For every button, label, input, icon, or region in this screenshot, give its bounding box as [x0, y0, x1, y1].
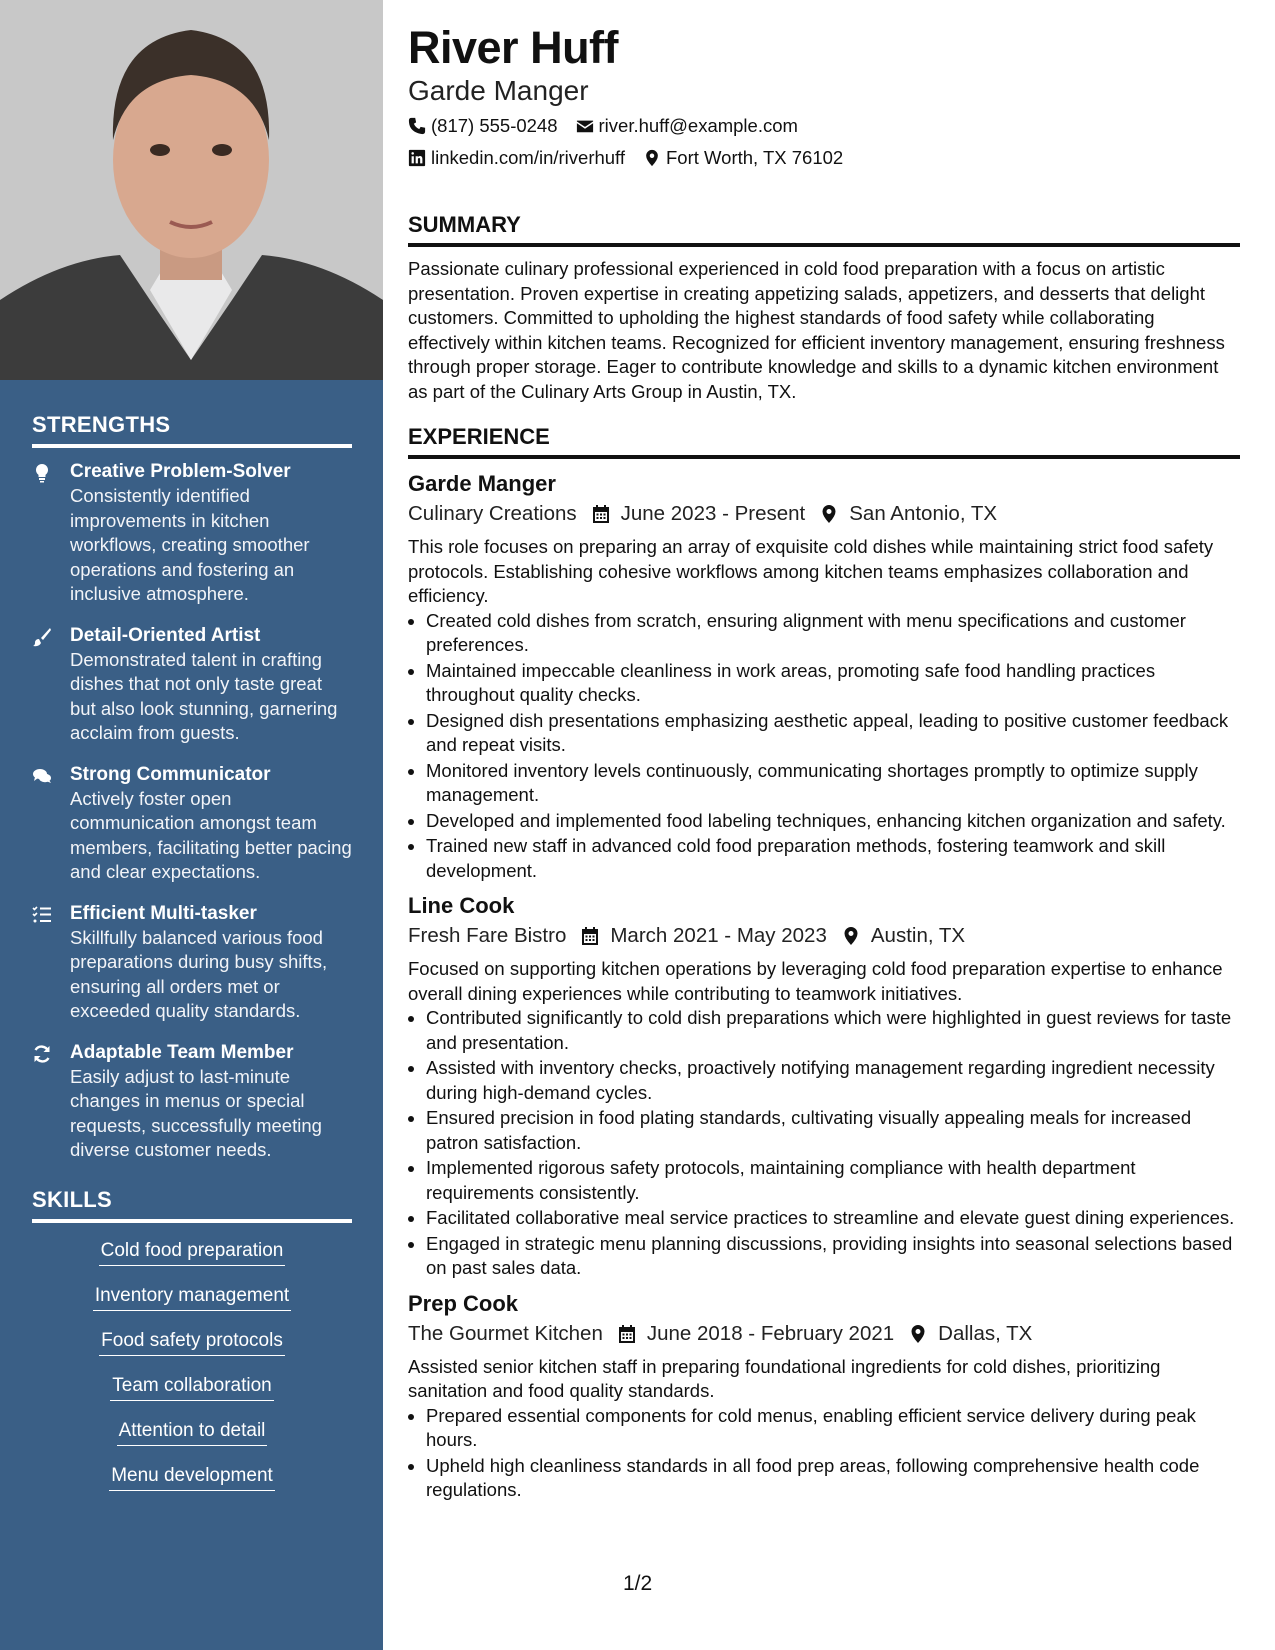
- calendar-icon: [617, 1324, 637, 1344]
- company-name: Culinary Creations: [408, 502, 577, 525]
- summary-heading: SUMMARY: [408, 212, 1240, 247]
- strength-title: Strong Communicator: [70, 763, 271, 785]
- job-bullets: [408, 1404, 1240, 1503]
- strength-item: [32, 624, 352, 746]
- job-bullet: • Ensured precision in food plating standards, cultivating visually appealing meals for increased patron satisfaction.: [426, 1106, 1240, 1155]
- checklist-icon: [32, 905, 52, 925]
- company-name: Fresh Fare Bistro: [408, 924, 567, 947]
- job-bullet: • Created cold dishes from scratch, ensuring alignment with menu specifications and customer preferences.: [426, 609, 1240, 658]
- job-bullet: • Assisted with inventory checks, proactively notifying management regarding ingredient necessity during high-demand cycles.: [426, 1056, 1240, 1105]
- comments-icon: [32, 766, 52, 786]
- job-location-wrapper: [841, 921, 965, 951]
- strength-title: Creative Problem-Solver: [70, 461, 291, 482]
- location-contact: [643, 144, 843, 172]
- job-description: This role focuses on preparing an array of exquisite cold dishes while maintaining strict food safety protocols. Establishing cohesive workflows among kitchen teams emphasizes collaboration and efficiency.: [408, 536, 1214, 606]
- candidate-name: River Huff: [408, 22, 619, 73]
- sidebar-content: [32, 412, 352, 1509]
- experience-heading: EXPERIENCE: [408, 424, 1240, 459]
- job-bullet: • Contributed significantly to cold dish preparations which were highlighted in guest reviews for taste and presentation.: [426, 1006, 1240, 1055]
- strength-item: [32, 902, 352, 1024]
- job-bullet: • Upheld high cleanliness standards in all food prep areas, following comprehensive health code regulations.: [426, 1454, 1240, 1503]
- job-bullet: • Trained new staff in advanced cold food preparation methods, fostering teamwork and skill development.: [426, 834, 1240, 883]
- phone-icon: [408, 117, 426, 135]
- map-pin-icon: [908, 1324, 928, 1344]
- contact-row: [408, 112, 1240, 140]
- strength-item: [32, 763, 352, 885]
- email-contact[interactable]: [576, 112, 798, 140]
- job-location-wrapper: [819, 499, 997, 529]
- phone-text: (817) 555-0248: [431, 115, 558, 136]
- skill-label: Inventory management: [93, 1284, 291, 1311]
- company-name: The Gourmet Kitchen: [408, 1321, 603, 1345]
- job-bullet: • Facilitated collaborative meal service practices to streamline and elevate guest dining experiences.: [426, 1206, 1240, 1231]
- skill-label: Menu development: [109, 1464, 275, 1491]
- skill-item: [32, 1239, 352, 1266]
- job-bullet: • Prepared essential components for cold menus, enabling efficient service delivery during peak hours.: [426, 1404, 1240, 1453]
- job-location: San Antonio, TX: [849, 502, 998, 525]
- job-bullet: • Developed and implemented food labeling techniques, enhancing kitchen organization and safety.: [426, 809, 1240, 834]
- experience-section: [408, 424, 1240, 1503]
- paintbrush-icon: [32, 627, 52, 647]
- job-title: Prep Cook: [408, 1290, 519, 1316]
- skill-item: [32, 1464, 352, 1491]
- summary-section: [408, 212, 1240, 404]
- job-bullets: [408, 609, 1240, 884]
- job-location-wrapper: [908, 1319, 1032, 1349]
- job-dates-wrapper: [591, 499, 806, 529]
- skill-item: [32, 1374, 352, 1401]
- job-dates: March 2021 - May 2023: [610, 924, 827, 947]
- sync-icon: [32, 1044, 52, 1064]
- job-dates: June 2023 - Present: [620, 502, 806, 525]
- calendar-icon: [591, 504, 611, 524]
- job-bullet: • Designed dish presentations emphasizing aesthetic appeal, leading to positive customer feedback and repeat visits.: [426, 709, 1240, 758]
- job-bullet: • Monitored inventory levels continuously, communicating shortages promptly to optimize supply management.: [426, 759, 1240, 808]
- strength-item: [32, 460, 352, 607]
- main-content: [408, 22, 1240, 1511]
- profile-photo: [0, 0, 383, 380]
- skill-label: Food safety protocols: [99, 1329, 285, 1356]
- job-title: Garde Manger: [408, 471, 556, 496]
- job-description: Assisted senior kitchen staff in preparing foundational ingredients for cold dishes, prioritizing sanitation and food quality standards.: [408, 1355, 1161, 1401]
- strength-description: Easily adjust to last-minute changes in menus or special requests, successfully meeting diverse customer needs.: [70, 1065, 322, 1160]
- job-description: Focused on supporting kitchen operations by leveraging cold food preparation expertise to enhance overall dining experiences while contributing to teamwork initiatives.: [408, 958, 1223, 1004]
- job-bullet: • Engaged in strategic menu planning discussions, providing insights into seasonal selections based on past sales data.: [426, 1232, 1240, 1281]
- job-bullet: • Implemented rigorous safety protocols, maintaining compliance with health department requirements consistently.: [426, 1156, 1240, 1205]
- skill-item: [32, 1284, 352, 1311]
- linkedin-contact[interactable]: [408, 144, 625, 172]
- strength-description: Demonstrated talent in crafting dishes that not only taste great but also look stunning, garnering acclaim from guests.: [70, 648, 338, 743]
- page-number: 1/2: [623, 1572, 653, 1595]
- job-dates-wrapper: [580, 921, 827, 951]
- job-entry: [408, 1289, 1240, 1503]
- contact-row: [408, 144, 1240, 172]
- strength-item: [32, 1041, 352, 1163]
- strength-description: Actively foster open communication amongst team members, facilitating better pacing and clear expectations.: [70, 787, 352, 882]
- job-dates: June 2018 - February 2021: [646, 1321, 895, 1345]
- job-title: Line Cook: [408, 893, 515, 918]
- job-meta: [408, 499, 1240, 529]
- job-dates-wrapper: [617, 1319, 894, 1349]
- strengths-heading: STRENGTHS: [32, 412, 352, 448]
- strength-description: Consistently identified improvements in kitchen workflows, creating smoother operations and fostering an inclusive atmosphere.: [70, 485, 310, 604]
- job-meta: [408, 1319, 1240, 1349]
- job-bullet: • Maintained impeccable cleanliness in work areas, promoting safe food handling practices throughout quality checks.: [426, 659, 1240, 708]
- job-bullets: [408, 1006, 1240, 1281]
- location-text: Fort Worth, TX 76102: [666, 147, 844, 168]
- strength-title: Detail-Oriented Artist: [70, 624, 261, 646]
- skill-label: Attention to detail: [117, 1419, 268, 1446]
- profile-photo-illustration: [0, 0, 383, 380]
- envelope-icon: [576, 117, 594, 135]
- job-entry: [408, 469, 1240, 883]
- job-location: Austin, TX: [870, 924, 966, 947]
- job-location: Dallas, TX: [938, 1321, 1033, 1345]
- lightbulb-icon: [32, 463, 52, 483]
- strength-title: Adaptable Team Member: [70, 1041, 294, 1063]
- skill-item: [32, 1329, 352, 1356]
- linkedin-icon: [408, 149, 426, 167]
- candidate-role: Garde Manger: [408, 75, 589, 106]
- summary-text: Passionate culinary professional experienced in cold food preparation with a focus on artistic presentation. Proven expertise in creating appetizing salads, appetizers, and desserts that delight customers. Committed to upholding the highest standards of food safety while collaborating effectively within kitchen teams. Recognized for efficient inventory management, ensuring freshness through proper storage. Eager to contribute knowledge and skills to a dynamic kitchen environment as part of the Culinary Arts Group in Austin, TX.: [408, 258, 1225, 402]
- strength-title: Efficient Multi-tasker: [70, 902, 257, 924]
- linkedin-text: linkedin.com/in/riverhuff: [431, 147, 625, 168]
- map-pin-icon: [643, 149, 661, 167]
- job-meta: [408, 921, 1240, 951]
- skill-label: Team collaboration: [110, 1374, 273, 1401]
- strength-description: Skillfully balanced various food preparations during busy shifts, ensuring all orders met or exceeded quality standards.: [70, 926, 328, 1021]
- skills-heading: SKILLS: [32, 1187, 352, 1223]
- sidebar: [0, 0, 383, 1650]
- job-entry: [408, 891, 1240, 1281]
- calendar-icon: [580, 926, 600, 946]
- email-text: river.huff@example.com: [598, 115, 798, 136]
- skill-item: [32, 1419, 352, 1446]
- skill-label: Cold food preparation: [99, 1239, 286, 1266]
- phone-contact[interactable]: [408, 112, 558, 140]
- map-pin-icon: [819, 504, 839, 524]
- map-pin-icon: [841, 926, 861, 946]
